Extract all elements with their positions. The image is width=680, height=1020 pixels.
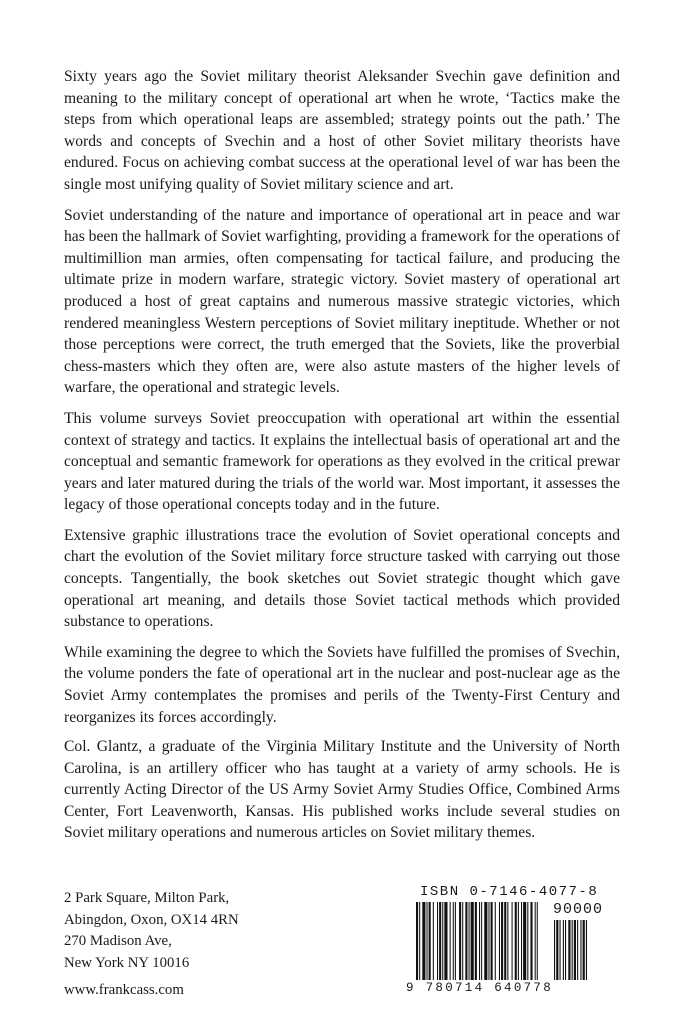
publisher-address xyxy=(64,888,239,1002)
barcode-bar xyxy=(471,902,474,980)
barcode-bar xyxy=(518,902,519,980)
barcode-bar xyxy=(479,902,480,980)
barcode-bar xyxy=(469,902,470,980)
barcode-bar xyxy=(450,902,451,980)
barcode-bar xyxy=(465,902,467,980)
barcode-bar xyxy=(499,902,500,980)
blurb-paragraph-2: Soviet understanding of the nature and importance of operational art in peace and war has been the hallmark of Soviet warfighting, providing a framework for the operations of multimillion man armies, often compensating for tactical failure, and producing the ultimate prize in modern warfare, strategic victory. Soviet mastery of operational art produced a host of great captains and numerous massive strategic victories, which rendered meaningless Western perceptions of Soviet military ineptitude. Whether or not those perceptions were correct, the truth emerged that the Soviets, like the proverbial chess-masters which they often are, were also astute masters of the higher levels of warfare, the operational and strategic levels. xyxy=(64,206,621,397)
barcode-bar xyxy=(475,902,477,980)
barcode-bar xyxy=(427,902,428,980)
address-line-4: New York NY 10016 xyxy=(64,954,190,971)
blurb-paragraph-4: Extensive graphic illustrations trace the evolution of Soviet operational concepts and chart the evolution of the Soviet military force structure tasked with carrying out those concepts. Tangentially, the book sketches out Soviet strategic thought which gave operational art meaning, and details those Soviet tactical methods which provided substance to operations. xyxy=(64,526,620,631)
barcode-bar xyxy=(459,902,461,980)
blurb-paragraph-1: Sixty years ago the Soviet military theorist Aleksander Svechin gave definition and meaning to the military concept of operational art when he wrote, ‘Tactics make the steps from which operational leaps are assembled; strategy points out the path.’ The words and concepts of Svechin and a host of other Soviet military theorists have endured. Focus on achieving combat success at the operational level of war has been the single most unifying quality of Soviet military science and art. xyxy=(64,68,620,193)
addon-bar xyxy=(560,920,561,980)
barcode-bar xyxy=(429,902,431,980)
addon-bar xyxy=(574,920,576,980)
addon-bar xyxy=(572,920,573,980)
barcode-bar xyxy=(495,902,496,980)
barcode-bar xyxy=(484,902,487,980)
barcode-bar xyxy=(439,902,441,980)
isbn-barcode xyxy=(406,884,606,1000)
address-line-1: 2 Park Square, Milton Park, xyxy=(64,890,230,906)
barcode-bar xyxy=(504,902,506,980)
author-bio: Col. Glantz, a graduate of the Virginia Military Institute and the University of North Carolina, is an artillery officer who has taught at a variety of army schools. He is currently Acting Director of the US Army Soviet Army Studies Office, Combined Arms Center, Fort Leavenworth, Kansas. His published works include several studies on Soviet military operations and numerous articles on Soviet military themes. xyxy=(64,738,620,842)
addon-bar xyxy=(568,920,570,980)
barcode-bar xyxy=(521,902,522,980)
blurb-paragraph-3: This volume surveys Soviet preoccupation with operational art within the essential context of strategy and tactics. It explains the intellectual basis of operational art and the conceptual and semantic framework for operations as they evolved in the critical prewar years and later matured during the trials of the world war. Most important, it assesses the legacy of those operational concepts today and in the future. xyxy=(64,409,620,514)
barcode-bar xyxy=(527,902,528,980)
barcode-bar xyxy=(422,902,425,980)
barcode-bar xyxy=(535,902,536,980)
publisher-website[interactable]: www.frankcass.com xyxy=(64,982,184,998)
addon-bar xyxy=(563,920,564,980)
barcode-bar xyxy=(453,902,454,980)
addon-bar xyxy=(580,920,581,980)
barcode-bar xyxy=(481,902,482,980)
isbn-label: ISBN 0-7146-4077-8 xyxy=(420,884,599,900)
addon-bar xyxy=(554,920,555,980)
barcode-bar xyxy=(455,902,456,980)
barcode-bar xyxy=(488,902,489,980)
barcode-bar xyxy=(442,902,443,980)
barcode-bar xyxy=(491,902,493,980)
addon-bar xyxy=(565,920,566,980)
addon-bar xyxy=(586,920,587,980)
addon-bar xyxy=(583,920,585,980)
barcode-bar xyxy=(462,902,463,980)
barcode-bar xyxy=(419,902,420,980)
barcode-bar xyxy=(537,902,538,980)
address-line-2: Abingdon, Oxon, OX14 4RN xyxy=(64,911,239,928)
addon-bar xyxy=(556,920,558,980)
address-line-3: 270 Madison Ave, xyxy=(64,933,172,949)
barcode-bar xyxy=(515,902,517,980)
barcode-bar xyxy=(523,902,526,980)
price-code: 90000 xyxy=(553,901,604,918)
barcode-bar xyxy=(437,902,438,980)
barcode-bar xyxy=(530,902,532,980)
barcode-bar xyxy=(433,902,434,980)
addon-bar xyxy=(577,920,578,980)
barcode-bar xyxy=(512,902,513,980)
barcode-bar xyxy=(501,902,503,980)
blurb-paragraph-5: While examining the degree to which the Soviets have fulfilled the promises of Svechin, the volume ponders the fate of operational art in the nuclear and post-nuclear age as the Soviet Army contemplates the promises and perils of the Twenty-First Century and reorganizes its forces accordingly. xyxy=(64,643,620,726)
barcode-bar xyxy=(507,902,508,980)
ean-digits: 9 780714 640778 xyxy=(406,981,554,995)
barcode-bar xyxy=(444,902,447,980)
barcode-bar xyxy=(416,902,418,980)
back-cover-blurb xyxy=(64,66,620,737)
